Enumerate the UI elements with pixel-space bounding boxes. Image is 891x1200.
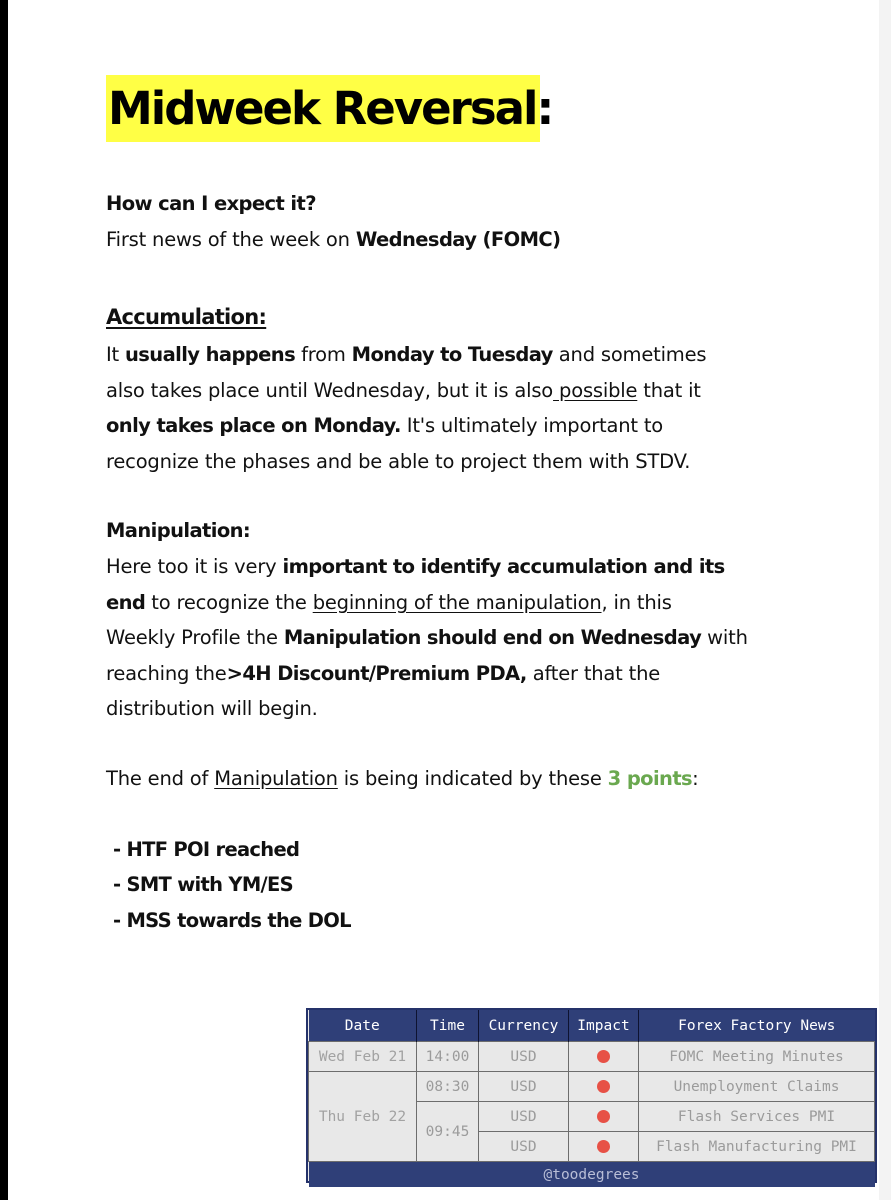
manipulation-line-5: distribution will begin.: [106, 697, 318, 720]
page-edge: [879, 0, 891, 1200]
accumulation-line-1: It usually happens from Monday to Tuesday and sometimes: [106, 343, 707, 366]
cell-time: 09:45: [417, 1102, 479, 1162]
cell-impact: [569, 1072, 639, 1102]
bullet-item: - HTF POI reached: [113, 838, 300, 861]
table-footer-credit: @toodegrees: [309, 1162, 875, 1188]
expect-answer: First news of the week on Wednesday (FOMC): [106, 228, 561, 251]
forex-news-table: [306, 1008, 877, 1183]
manipulation-line-4: reaching the>4H Discount/Premium PDA, after that the: [106, 662, 661, 685]
cell-date: Thu Feb 22: [309, 1072, 417, 1162]
cell-event: FOMC Meeting Minutes: [639, 1042, 875, 1072]
cell-date: Wed Feb 21: [309, 1042, 417, 1072]
high-impact-icon: [597, 1140, 610, 1153]
manipulation-heading: Manipulation:: [106, 519, 251, 542]
table-row: [309, 1042, 875, 1072]
cell-impact: [569, 1132, 639, 1162]
column-header-news: Forex Factory News: [639, 1010, 875, 1042]
expect-question: How can I expect it?: [106, 192, 316, 215]
cell-currency: USD: [479, 1042, 569, 1072]
bullet-item: - MSS towards the DOL: [113, 909, 351, 932]
cell-time: 08:30: [417, 1072, 479, 1102]
cell-impact: [569, 1042, 639, 1072]
high-impact-icon: [597, 1110, 610, 1123]
accumulation-heading: Accumulation:: [106, 305, 267, 329]
column-header-impact: Impact: [569, 1010, 639, 1042]
accumulation-line-3: only takes place on Monday. It's ultimately important to: [106, 414, 664, 437]
accumulation-line-4: recognize the phases and be able to project them with STDV.: [106, 450, 691, 473]
cell-event: Unemployment Claims: [639, 1072, 875, 1102]
bullet-item: - SMT with YM/ES: [113, 873, 293, 896]
cell-currency: USD: [479, 1102, 569, 1132]
table-row: [309, 1072, 875, 1102]
table-footer-row: [309, 1162, 875, 1188]
column-header-date: Date: [309, 1010, 417, 1042]
accumulation-line-2: also takes place until Wednesday, but it is also possible that it: [106, 379, 701, 402]
column-header-currency: Currency: [479, 1010, 569, 1042]
manipulation-line-3: Weekly Profile the Manipulation should end on Wednesday with: [106, 626, 748, 649]
manipulation-line-1: Here too it is very important to identify accumulation and its: [106, 555, 725, 578]
end-points-line: The end of Manipulation is being indicated by these 3 points:: [106, 767, 699, 790]
high-impact-icon: [597, 1050, 610, 1063]
cell-event: Flash Manufacturing PMI: [639, 1132, 875, 1162]
page-title: Midweek Reversal:: [106, 75, 540, 142]
cell-impact: [569, 1102, 639, 1132]
high-impact-icon: [597, 1080, 610, 1093]
column-header-time: Time: [417, 1010, 479, 1042]
cell-time: 14:00: [417, 1042, 479, 1072]
manipulation-line-2: end to recognize the beginning of the manipulation, in this: [106, 591, 672, 614]
table-header-row: [309, 1010, 875, 1042]
cell-event: Flash Services PMI: [639, 1102, 875, 1132]
cell-currency: USD: [479, 1072, 569, 1102]
cell-currency: USD: [479, 1132, 569, 1162]
